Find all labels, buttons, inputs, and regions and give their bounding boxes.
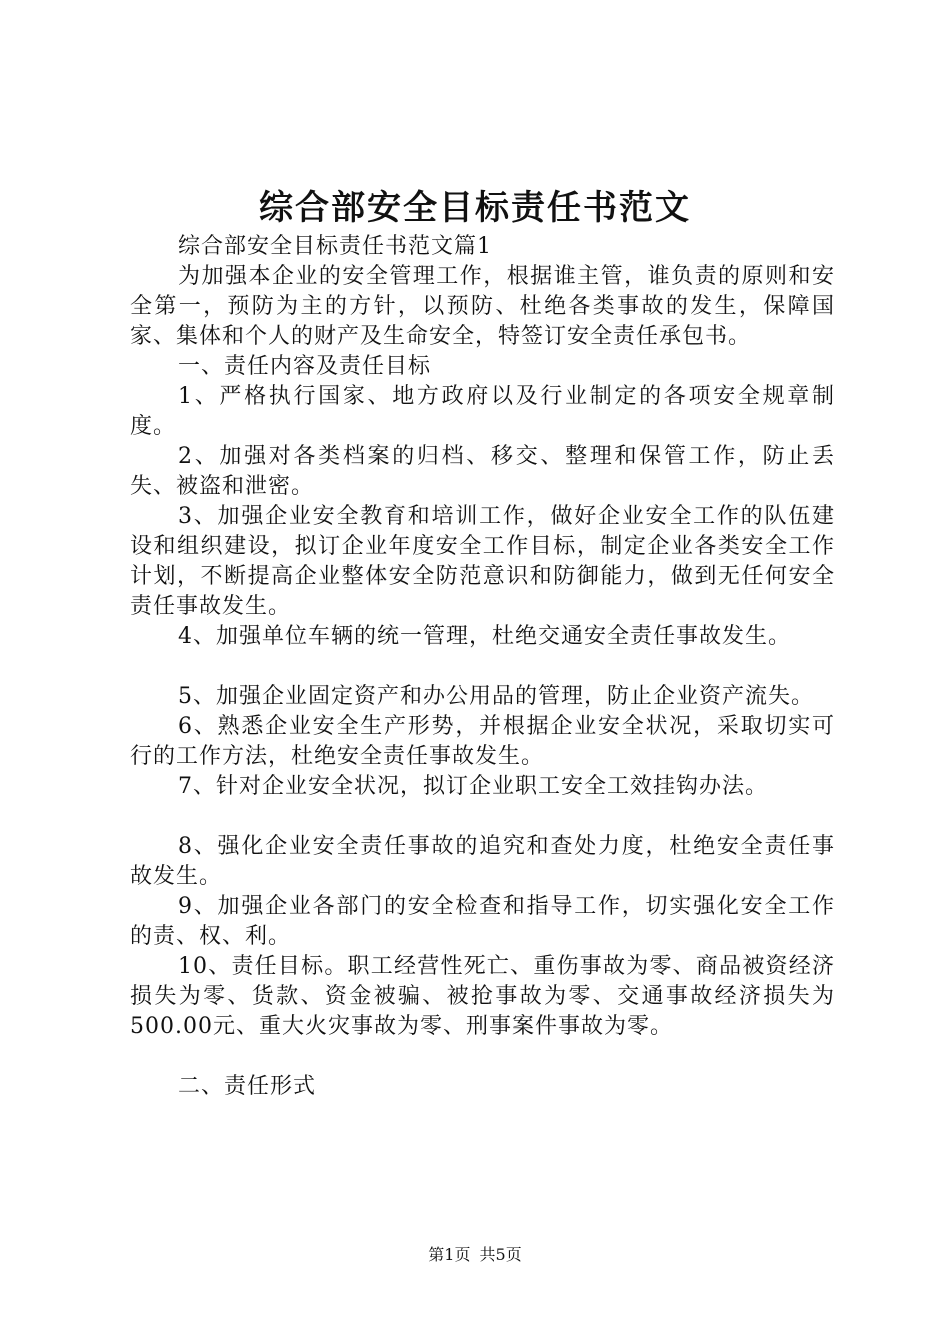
paragraph-item: 3、加强企业安全教育和培训工作，做好企业安全工作的队伍建设和组织建设，拟订企业年度安全工作目标，制定企业各类安全工作计划，不断提高企业整体安全防范意识和防御能力，做到无任何安全责任事故发生。: [130, 504, 835, 619]
section-subtitle: 综合部安全目标责任书范文篇1: [178, 234, 492, 259]
paragraph-intro: 为加强本企业的安全管理工作，根据谁主管，谁负责的原则和安全第一，预防为主的方针，以预防、杜绝各类事故的发生，保障国家、集体和个人的财产及生命安全，特签订安全责任承包书。: [130, 264, 835, 349]
paragraph-item: 8、强化企业安全责任事故的追究和查处力度，杜绝安全责任事故发生。: [130, 834, 835, 889]
paragraph-item: 2、加强对各类档案的归档、移交、整理和保管工作，防止丢失、被盗和泄密。: [130, 444, 835, 499]
paragraph-item: 10、责任目标。职工经营性死亡、重伤事故为零、商品被资经济损失为零、货款、资金被骗、被抢事故为零、交通事故经济损失为500.00元、重大火灾事故为零、刑事案件事故为零。: [130, 954, 835, 1039]
section-heading: 二、责任形式: [178, 1074, 317, 1099]
paragraph-item: 6、熟悉企业安全生产形势，并根据企业安全状况，采取切实可行的工作方法，杜绝安全责任事故发生。: [130, 714, 835, 769]
paragraph-item: 4、加强单位车辆的统一管理，杜绝交通安全责任事故发生。: [178, 624, 791, 649]
page-total: 共5页: [479, 1245, 522, 1264]
document-body: [130, 232, 835, 1102]
paragraph-item: 9、加强企业各部门的安全检查和指导工作，切实强化安全工作的责、权、利。: [130, 894, 835, 949]
paragraph-item: 5、加强企业固定资产和办公用品的管理，防止企业资产流失。: [178, 684, 814, 709]
page-title: 综合部安全目标责任书范文: [259, 188, 691, 228]
page-footer: [0, 1244, 950, 1266]
section-heading: 一、责任内容及责任目标: [178, 354, 432, 379]
paragraph-item: 7、针对企业安全状况，拟订企业职工安全工效挂钩办法。: [178, 774, 768, 799]
page-number: 第1页: [428, 1245, 471, 1264]
paragraph-item: 1、严格执行国家、地方政府以及行业制定的各项安全规章制度。: [130, 384, 835, 439]
